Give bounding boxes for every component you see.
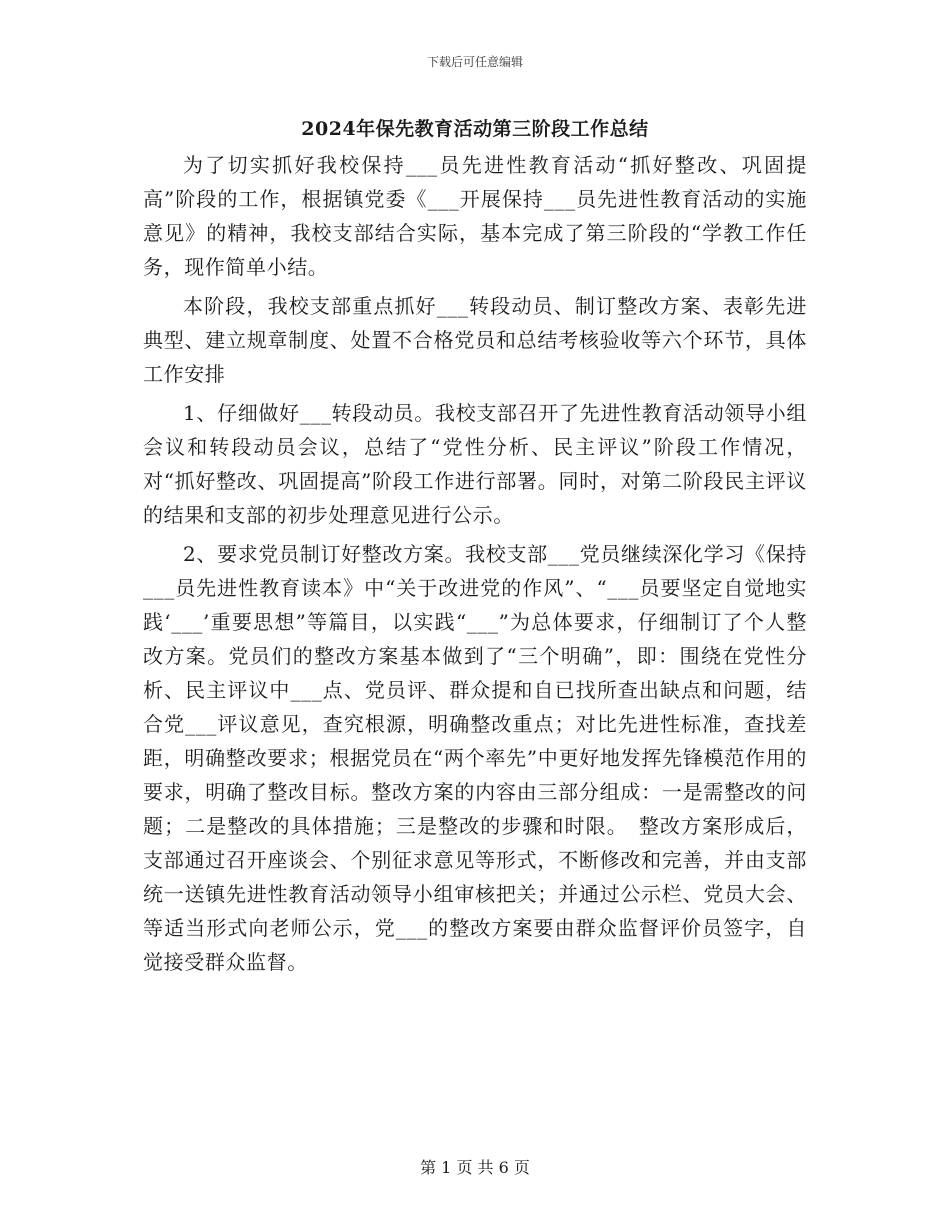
page-number-footer: 第 1 页 共 6 页: [420, 1158, 530, 1177]
paragraph-item-1: 1、仔细做好___转段动员。我校支部召开了先进性教育活动领导小组会议和转段动员会议，总结了“党性分析、民主评议”阶段工作情况，对“抓好整改、巩固提高”阶段工作进行部署。同时，对第二阶段民主评议的结果和支部的初步处理意见进行公示。: [143, 401, 807, 527]
paragraph-item-2: 2、要求党员制订好整改方案。我校支部___党员继续深化学习《保持___员先进性教育读本》中“关于改进党的作风”、“___员要坚定自觉地实践‘___’重要思想”等篇目，以实践“___”为总体要求，仔细制订了个人整改方案。党员们的整改方案基本做到了“三个明确”，即：围绕在党性分析、民主评议中___点、党员评、群众提和自已找所查出缺点和问题，结合党___评议意见，查究根源，明确整改重点；对比先进性标准，查找差距，明确整改要求；根据党员在“两个率先”中更好地发挥先锋模范作用的要求，明确了整改目标。整改方案的内容由三部分组成：一是需整改的问题；二是整改的具体措施；三是整改的步骤和时限。 整改方案形成后，支部通过召开座谈会、个别征求意见等形式，不断修改和完善，并由支部统一送镇先进性教育活动领导小组审核把关；并通过公示栏、党员大会、等适当形式向老师公示，党___的整改方案要由群众监督评价员签字，自觉接受群众监督。: [143, 542, 807, 974]
document-body: [143, 148, 807, 984]
paragraph-intro: 为了切实抓好我校保持___员先进性教育活动“抓好整改、巩固提高”阶段的工作，根据镇党委《___开展保持___员先进性教育活动的实施意见》的精神，我校支部结合实际，基本完成了第三阶段的“学教工作任务，现作简单小结。: [143, 153, 807, 279]
document-title: 2024年保先教育活动第三阶段工作总结: [301, 118, 649, 140]
paragraph-stage-overview: 本阶段，我校支部重点抓好___转段动员、制订整改方案、表彰先进典型、建立规章制度、处置不合格党员和总结考核验收等六个环节，具体工作安排: [143, 294, 807, 386]
page-header-note: 下载后可任意编辑: [426, 55, 523, 69]
